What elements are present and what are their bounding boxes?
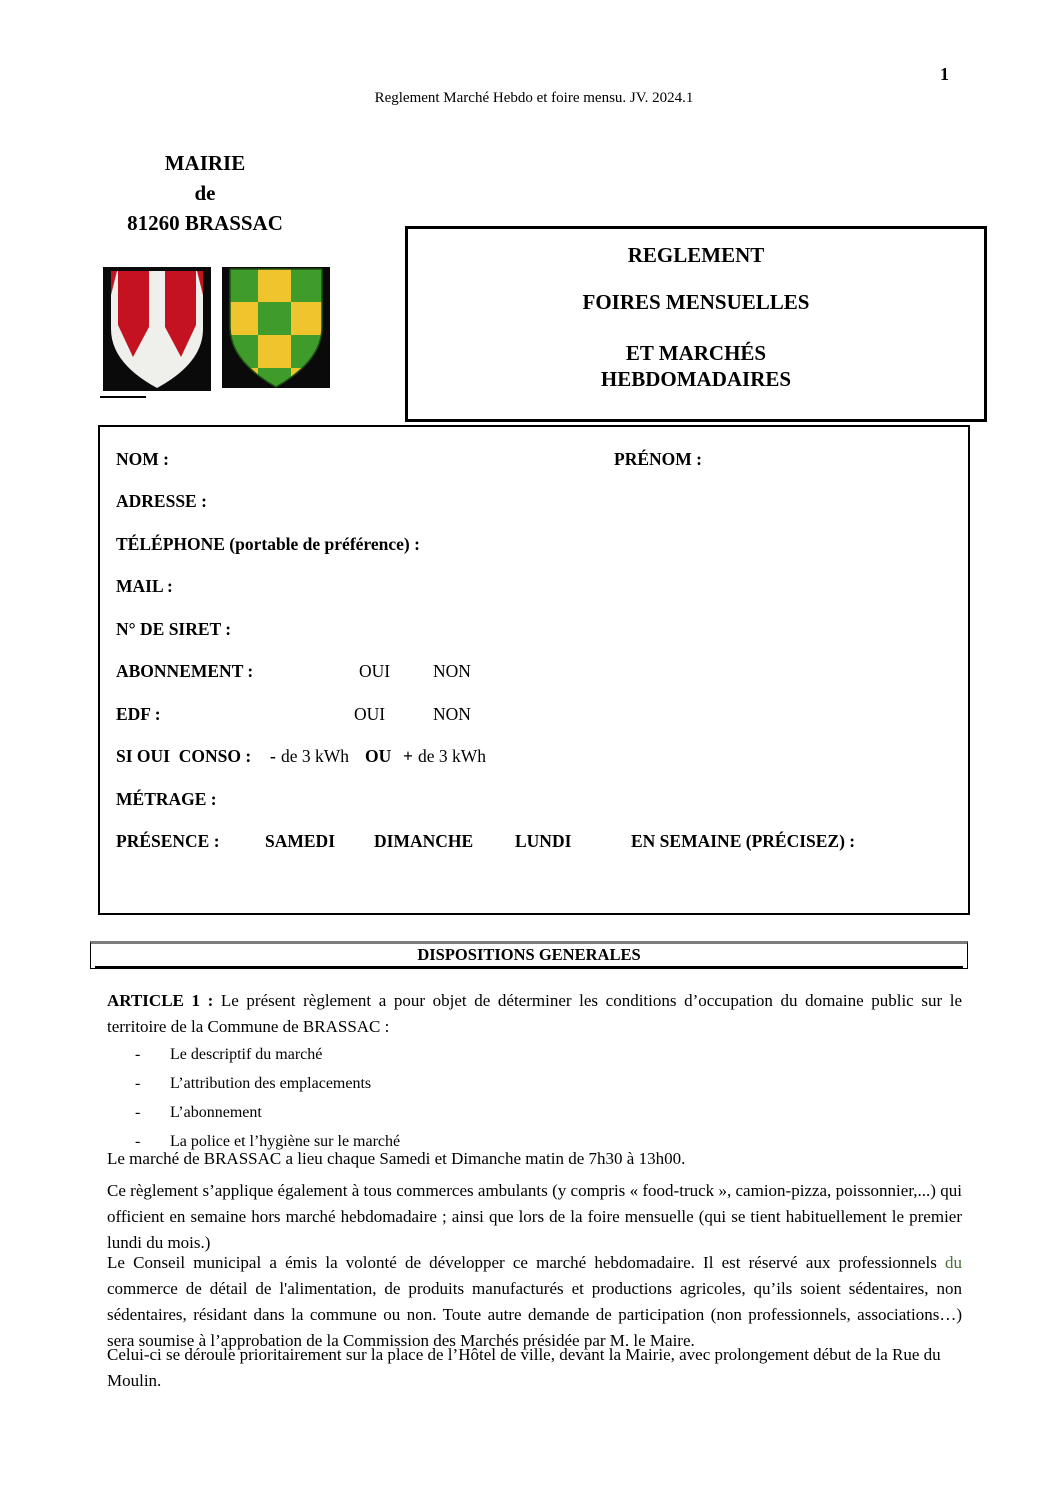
bullet-text: Le descriptif du marché <box>170 1046 323 1063</box>
p3-text-before: Le Conseil municipal a émis la volonté de développer ce marché hebdomadaire. Il est réservé aux professionnels <box>107 1253 945 1272</box>
adresse-label: ADRESSE : <box>116 491 207 511</box>
list-item <box>107 1042 962 1067</box>
p3-text-after: commerce de détail de l'alimentation, de produits manufacturés et productions agricoles, qu’ils soient sédentaires, non sédentaires, résidant dans la commune ou non. Toute autre demande de participation (non professionnels, associations…) sera soumise à l’approbation de la Commission des Marchés présidée par M. le Maire. <box>107 1279 962 1350</box>
article1-label: ARTICLE 1 : <box>107 991 214 1010</box>
mairie-line3: 81260 BRASSAC <box>127 211 283 235</box>
document-header-title: Reglement Marché Hebdo et foire mensu. JV. 2024.1 <box>374 90 694 106</box>
applicant-form-box <box>98 425 970 915</box>
form-row-metrage <box>116 789 958 813</box>
mairie-address-block <box>100 148 310 238</box>
mail-label: MAIL : <box>116 576 173 596</box>
bullet-text: La police et l’hygiène sur le marché <box>170 1133 401 1150</box>
conso-minus-sign: - <box>270 746 276 766</box>
title-line3: ET MARCHÉS <box>625 341 767 365</box>
title-line2: FOIRES MENSUELLES <box>582 290 810 314</box>
article1-paragraph <box>107 988 962 1040</box>
edf-non-option: NON <box>433 704 471 724</box>
bullet-dash: - <box>135 1046 141 1063</box>
form-row-abonnement <box>116 661 958 685</box>
p3-green-word: du <box>945 1253 962 1272</box>
article1-bullet-list <box>107 1042 962 1158</box>
banner-title: DISPOSITIONS GENERALES <box>95 945 963 968</box>
conso-label: SI OUI CONSO : <box>116 746 252 766</box>
abonnement-non-option: NON <box>433 661 471 681</box>
siret-label: N° DE SIRET : <box>116 619 232 639</box>
form-row-adresse <box>116 491 958 515</box>
paragraph-conseil-municipal <box>107 1250 962 1354</box>
form-row-mail <box>116 576 958 600</box>
telephone-label: TÉLÉPHONE (portable de préférence) : <box>116 534 420 554</box>
presence-semaine-label: EN SEMAINE (PRÉCISEZ) : <box>631 831 856 851</box>
form-row-conso <box>116 746 958 770</box>
article1-text: Le présent règlement a pour objet de déterminer les conditions d’occupation du domaine public sur le territoire de la Commune de BRASSAC : <box>107 991 962 1036</box>
mairie-line1: MAIRIE <box>164 151 246 175</box>
abonnement-label: ABONNEMENT : <box>116 661 254 681</box>
form-row-nom <box>116 449 958 473</box>
title-box <box>405 226 987 422</box>
nom-label: NOM : <box>116 449 169 469</box>
form-row-telephone <box>116 534 958 558</box>
bullet-text: L’abonnement <box>170 1104 262 1121</box>
mairie-coat-of-arms-left-icon <box>103 267 211 395</box>
edf-label: EDF : <box>116 704 161 724</box>
list-item <box>107 1100 962 1125</box>
form-row-presence <box>116 831 958 855</box>
dispositions-generales-banner <box>90 941 968 969</box>
title-line4: HEBDOMADAIRES <box>600 367 792 391</box>
mairie-coat-of-arms-right-icon <box>222 267 330 392</box>
page-number: 1 <box>940 64 949 84</box>
prenom-label: PRÉNOM : <box>614 449 702 469</box>
presence-label: PRÉSENCE : <box>116 831 220 851</box>
bullet-dash: - <box>135 1075 141 1092</box>
mairie-line2: de <box>194 181 216 205</box>
conso-plus-sign: + <box>403 746 413 766</box>
paragraph-ambulants: Ce règlement s’applique également à tous commerces ambulants (y compris « food-truck », camion-pizza, poissonnier,...) qui officient en semaine hors marché hebdomadaire ; ainsi que lors de la foire mensuelle (qui se tient habituellement le premier lundi du mois.) <box>107 1181 962 1252</box>
form-row-edf <box>116 704 958 728</box>
presence-samedi-option: SAMEDI <box>265 831 336 851</box>
presence-dimanche-option: DIMANCHE <box>374 831 474 851</box>
presence-lundi-option: LUNDI <box>515 831 572 851</box>
conso-plus-text: de 3 kWh <box>418 746 487 766</box>
form-row-siret <box>116 619 958 643</box>
bullet-dash: - <box>135 1133 141 1150</box>
conso-ou-label: OU <box>365 746 392 766</box>
abonnement-oui-option: OUI <box>359 661 391 681</box>
list-item <box>107 1071 962 1096</box>
title-line1: REGLEMENT <box>627 243 765 267</box>
paragraph-market-days: Le marché de BRASSAC a lieu chaque Samedi et Dimanche matin de 7h30 à 13h00. <box>107 1149 686 1168</box>
bullet-text: L’attribution des emplacements <box>170 1075 372 1092</box>
edf-oui-option: OUI <box>354 704 386 724</box>
metrage-label: MÉTRAGE : <box>116 789 217 809</box>
shield-caption-line <box>100 396 146 398</box>
conso-minus-text: de 3 kWh <box>281 746 350 766</box>
bullet-dash: - <box>135 1104 141 1121</box>
paragraph-location: Celui-ci se déroule prioritairement sur la place de l’Hôtel de ville, devant la Mairie, avec prolongement début de la Rue du Moulin. <box>107 1345 941 1390</box>
